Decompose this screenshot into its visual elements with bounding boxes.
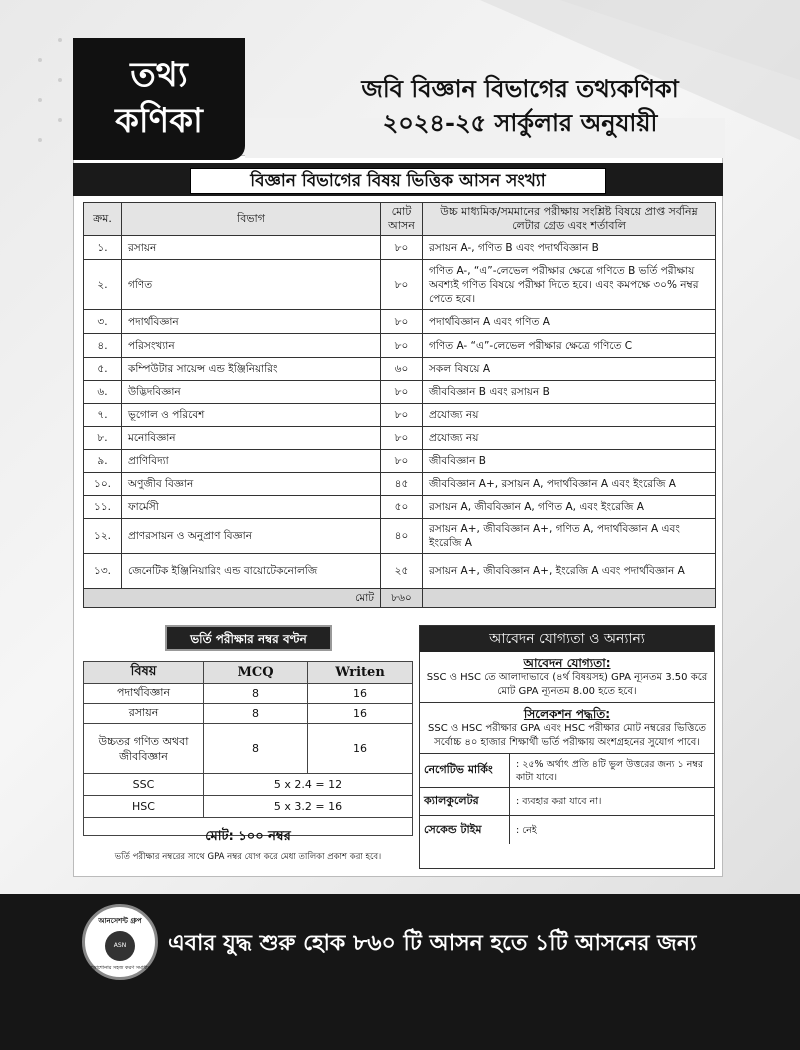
hsc-value: 5 x 3.2 = 16 xyxy=(204,796,413,818)
table-row xyxy=(84,260,716,310)
exam-row xyxy=(84,796,413,818)
row-requirement: জীববিজ্ঞান A+, রসায়ন A, পদার্থবিজ্ঞান A এবং ইংরেজি A xyxy=(423,473,716,496)
row-seats: ৪৫ xyxy=(381,473,423,496)
row-seats: ২৫ xyxy=(381,554,423,589)
info-key: নেগেটিভ মার্কিং xyxy=(420,754,510,787)
page-title-line-1: জবি বিজ্ঞান বিভাগের তথ্যকণিকা xyxy=(361,74,679,103)
row-serial: ৩. xyxy=(84,310,122,334)
exam-header xyxy=(84,662,413,684)
row-seats: ৮০ xyxy=(381,381,423,404)
total-label: মোট xyxy=(84,589,381,608)
table-row xyxy=(84,427,716,450)
row-department: উদ্ভিদবিজ্ঞান xyxy=(122,381,381,404)
table-row xyxy=(84,496,716,519)
brand-badge xyxy=(73,38,245,160)
section-title: বিজ্ঞান বিভাগের বিষয় ভিত্তিক আসন সংখ্যা xyxy=(190,168,606,194)
row-serial: ৬. xyxy=(84,381,122,404)
row-department: পরিসংখ্যান xyxy=(122,334,381,358)
col-requirements: উচ্চ মাধ্যমিক/সমমানের পরীক্ষায় সংশ্লিষ্ট বিষয়ে প্রাপ্ত সর্বনিম্ন লেটার গ্রেড এবং শর্তাবলি xyxy=(423,203,716,236)
row-department: মনোবিজ্ঞান xyxy=(122,427,381,450)
brand-line-1: তথ্য xyxy=(130,55,188,95)
info-key: সেকেন্ড টাইম xyxy=(420,816,510,844)
row-requirement: পদার্থবিজ্ঞান A এবং গণিত A xyxy=(423,310,716,334)
selection-text: SSC ও HSC পরীক্ষার GPA এবং HSC পরীক্ষার মোট নম্বরের ভিত্তিতে সর্বোচ্চ ৪০ হাজার শিক্ষার্থী ভর্তি পরীক্ষায় অংশগ্রহনের সুযোগ পাবে। xyxy=(428,723,706,748)
exam-col-subject: বিষয় xyxy=(84,662,204,684)
exam-title: ভর্তি পরীক্ষার নম্বর বণ্টন xyxy=(165,625,332,651)
row-seats: ৮০ xyxy=(381,310,423,334)
row-seats: ৮০ xyxy=(381,450,423,473)
seat-table xyxy=(83,202,716,608)
col-seats: মোট আসন xyxy=(381,203,423,236)
eligibility-heading: আবেদন যোগ্যতা: xyxy=(523,656,611,670)
col-department: বিভাগ xyxy=(122,203,381,236)
row-serial: ২. xyxy=(84,260,122,310)
row-serial: ১৩. xyxy=(84,554,122,589)
row-serial: ৮. xyxy=(84,427,122,450)
row-department: কম্পিউটার সায়েন্স এন্ড ইঞ্জিনিয়ারিং xyxy=(122,358,381,381)
exam-mcq: 8 xyxy=(204,724,308,774)
row-serial: ১০. xyxy=(84,473,122,496)
table-row xyxy=(84,236,716,260)
row-serial: ৯. xyxy=(84,450,122,473)
table-row xyxy=(84,404,716,427)
exam-subject: রসায়ন xyxy=(84,704,204,724)
info-panel xyxy=(419,625,715,869)
row-serial: ৫. xyxy=(84,358,122,381)
table-row xyxy=(84,381,716,404)
exam-note: ভর্তি পরীক্ষার নম্বরের সাথে GPA নম্বর যোগ করে মেধা তালিকা প্রকাশ করা হবে। xyxy=(114,852,382,862)
table-row xyxy=(84,334,716,358)
row-requirement: রসায়ন A, জীববিজ্ঞান A, গণিত A, এবং ইংরেজি A xyxy=(423,496,716,519)
row-department: ফার্মেসী xyxy=(122,496,381,519)
seat-table-header xyxy=(84,203,716,236)
row-seats: ৪০ xyxy=(381,519,423,554)
ssc-label: SSC xyxy=(84,774,204,796)
row-serial: ১১. xyxy=(84,496,122,519)
info-value: : ২৫% অর্থাৎ প্রতি ৪টি ভুল উত্তরের জন্য ১ নম্বর কাটা যাবে। xyxy=(516,758,704,783)
exam-subject: পদার্থবিজ্ঞান xyxy=(84,684,204,704)
page-title xyxy=(300,72,740,140)
info-title: আবেদন যোগ্যতা ও অন্যান্য xyxy=(420,626,714,652)
row-department: পদার্থবিজ্ঞান xyxy=(122,310,381,334)
row-department: প্রাণরসায়ন ও অনুপ্রাণ বিজ্ঞান xyxy=(122,519,381,554)
row-seats: ৮০ xyxy=(381,260,423,310)
table-row xyxy=(84,554,716,589)
info-row-negative xyxy=(420,754,714,788)
row-requirement: প্রযোজ্য নয় xyxy=(423,404,716,427)
row-department: গণিত xyxy=(122,260,381,310)
row-serial: ৪. xyxy=(84,334,122,358)
row-serial: ১২. xyxy=(84,519,122,554)
table-row xyxy=(84,519,716,554)
logo-icon xyxy=(82,904,158,980)
selection-heading: সিলেকশন পদ্ধতি: xyxy=(523,707,611,721)
exam-row xyxy=(84,724,413,774)
row-department: অণুজীব বিজ্ঞান xyxy=(122,473,381,496)
col-serial: ক্রম. xyxy=(84,203,122,236)
table-row xyxy=(84,358,716,381)
total-empty xyxy=(423,589,716,608)
exam-col-written: Writen xyxy=(308,662,413,684)
row-department: ভূগোল ও পরিবেশ xyxy=(122,404,381,427)
exam-written: 16 xyxy=(308,704,413,724)
exam-row xyxy=(84,704,413,724)
logo-bottom-text: পড়াশোনার সহজ করণ সমাধান xyxy=(89,965,151,971)
row-seats: ৫০ xyxy=(381,496,423,519)
row-serial: ১. xyxy=(84,236,122,260)
row-department: প্রাণিবিদ্যা xyxy=(122,450,381,473)
info-key: ক্যালকুলেটর xyxy=(420,788,510,815)
row-department: জেনেটিক ইঞ্জিনিয়ারিং এন্ড বায়োটেকনোলজি xyxy=(122,554,381,589)
table-row xyxy=(84,473,716,496)
info-row-second-time xyxy=(420,816,714,844)
eligibility-box xyxy=(420,652,714,703)
total-row xyxy=(84,589,716,608)
row-requirement: রসায়ন A+, জীববিজ্ঞান A+, গণিত A, পদার্থবিজ্ঞান A এবং ইংরেজি A xyxy=(423,519,716,554)
exam-mcq: 8 xyxy=(204,684,308,704)
ssc-value: 5 x 2.4 = 12 xyxy=(204,774,413,796)
selection-box xyxy=(420,703,714,754)
exam-subject: উচ্চতর গণিত অথবা জীববিজ্ঞান xyxy=(84,724,204,774)
hsc-label: HSC xyxy=(84,796,204,818)
exam-mcq: 8 xyxy=(204,704,308,724)
exam-col-mcq: MCQ xyxy=(204,662,308,684)
table-row xyxy=(84,450,716,473)
exam-written: 16 xyxy=(308,684,413,704)
row-requirement: গণিত A-, “এ”-লেভেল পরীক্ষার ক্ষেত্রে গণিতে B ভর্তি পরীক্ষায় অবশ্যই গণিত বিষয়ে পরীক্ষা দিতে হবে। এবং কমপক্ষে ৩০% নম্বর পেতে হবে। xyxy=(423,260,716,310)
row-seats: ৮০ xyxy=(381,427,423,450)
row-requirement: জীববিজ্ঞান B xyxy=(423,450,716,473)
row-requirement: রসায়ন A+, জীববিজ্ঞান A+, ইংরেজি A এবং পদার্থবিজ্ঞান A xyxy=(423,554,716,589)
row-seats: ৮০ xyxy=(381,334,423,358)
row-requirement: রসায়ন A-, গণিত B এবং পদার্থবিজ্ঞান B xyxy=(423,236,716,260)
row-department: রসায়ন xyxy=(122,236,381,260)
footer-slogan: এবার যুদ্ধ শুরু হোক ৮৬০ টি আসন হতে ১টি আসনের জন্য xyxy=(168,930,697,956)
row-requirement: প্রযোজ্য নয় xyxy=(423,427,716,450)
row-requirement: জীববিজ্ঞান B এবং রসায়ন B xyxy=(423,381,716,404)
row-seats: ৮০ xyxy=(381,236,423,260)
eligibility-text: SSC ও HSC তে আলাদাভাবে (৪র্থ বিষয়সহ) GPA ন্যূনতম 3.50 করে মোট GPA ন্যূনতম 8.00 হতে হবে। xyxy=(426,672,708,697)
row-seats: ৮০ xyxy=(381,404,423,427)
logo-mark: ASN xyxy=(105,931,135,961)
exam-total: মোট: ১০০ নম্বর xyxy=(205,829,291,844)
exam-written: 16 xyxy=(308,724,413,774)
logo-top-text: আনসেশন্ট গ্রুপ xyxy=(98,917,142,925)
exam-marks-table xyxy=(83,661,413,836)
info-row-calculator xyxy=(420,788,714,816)
row-requirement: গণিত A- “এ”-লেভেল পরীক্ষার ক্ষেত্রে গণিতে C xyxy=(423,334,716,358)
total-value: ৮৬০ xyxy=(381,589,423,608)
brand-line-2: কণিকা xyxy=(115,101,203,141)
exam-row xyxy=(84,774,413,796)
row-requirement: সকল বিষয়ে A xyxy=(423,358,716,381)
info-value: : নেই xyxy=(516,824,537,836)
info-value: : ব্যবহার করা যাবে না। xyxy=(516,796,602,807)
page-title-line-2: ২০২৪-২৫ সার্কুলার অনুযায়ী xyxy=(382,108,658,137)
table-row xyxy=(84,310,716,334)
exam-row xyxy=(84,684,413,704)
row-seats: ৬০ xyxy=(381,358,423,381)
row-serial: ৭. xyxy=(84,404,122,427)
